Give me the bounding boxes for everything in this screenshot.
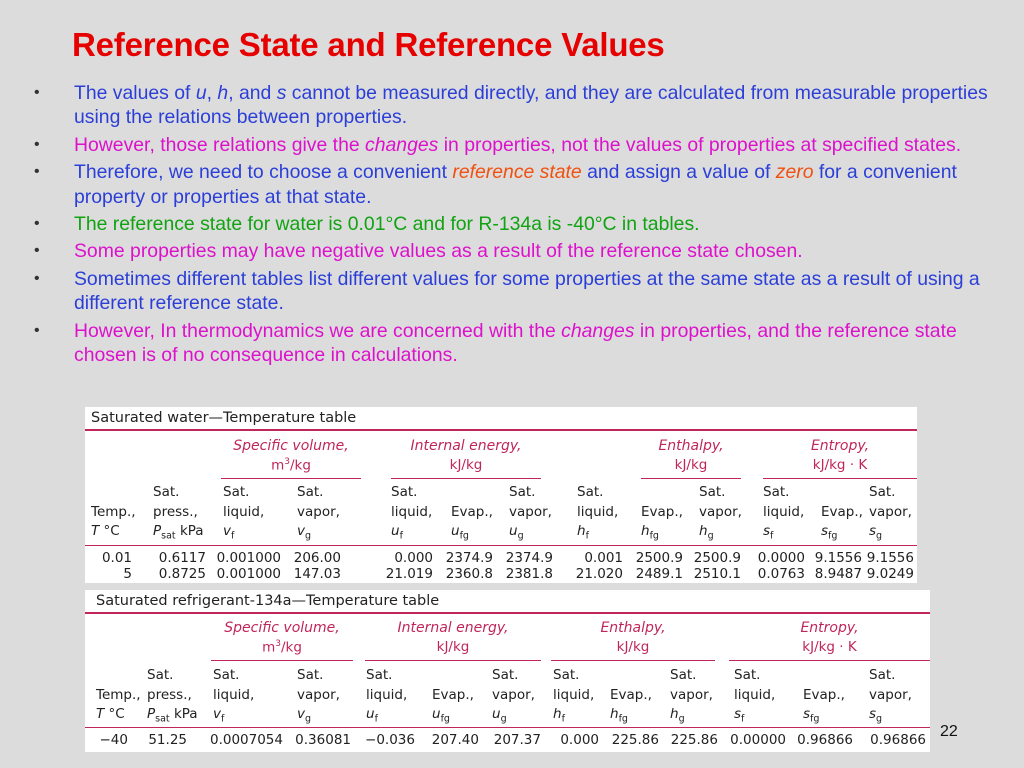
bullet-dot-icon: • <box>34 163 40 181</box>
group-underline <box>221 478 361 479</box>
table-cell: 0.001000 <box>216 550 281 566</box>
bullet-item: • The values of u, h, and s cannot be measured directly, and they are calculated from measurable properties using the relations between properties. <box>34 82 988 129</box>
group-header: Internal energy, <box>410 438 522 454</box>
group-unit: $m^3/kg$ <box>271 457 311 474</box>
group-header: Entropy, <box>810 438 870 454</box>
table-cell: 0.36081 <box>295 732 351 748</box>
table-cell: 0.00000 <box>730 732 786 748</box>
column-header: Sat. press., $P_{sat}$ kPa <box>147 667 198 725</box>
table-cell: 9.1556 <box>814 550 862 566</box>
group-unit: kJ/kg · K <box>802 639 857 655</box>
group-underline <box>365 660 541 661</box>
table-cell: −0.036 <box>365 732 415 748</box>
table-cell: 2500.9 <box>635 550 683 566</box>
group-underline <box>551 660 715 661</box>
bullet-list <box>0 81 1000 370</box>
table-cell: 0.96866 <box>797 732 853 748</box>
group-unit: kJ/kg <box>436 639 470 655</box>
group-underline <box>391 478 541 479</box>
bullet-dot-icon: • <box>34 84 40 101</box>
table-cell: 0.96866 <box>870 732 926 748</box>
top-rule <box>85 429 917 431</box>
water-table <box>85 407 917 583</box>
table-cell: 0.0007054 <box>209 732 283 748</box>
group-unit: kJ/kg <box>674 457 708 473</box>
bullet-item: • Sometimes different tables list different values for some properties at the same state as a result of using a different reference state. <box>34 267 980 315</box>
column-header: Sat. vapor, $h_g$ <box>670 667 713 725</box>
group-underline <box>729 660 930 661</box>
column-header: Sat. liquid, $u_f$ <box>366 667 408 725</box>
column-header: Sat. press., $P_{sat}$ kPa <box>153 484 204 542</box>
bullet-item: • Some properties may have negative values as a result of the reference state chosen. <box>34 240 803 263</box>
header-rule <box>85 545 917 546</box>
table-cell: −40 <box>99 732 128 748</box>
table-cell: 225.86 <box>670 732 718 748</box>
column-header: Sat. vapor, $u_g$ <box>509 484 552 542</box>
table-cell: 9.0249 <box>866 566 914 582</box>
table-cell: 0.8725 <box>158 566 206 582</box>
group-header: Specific volume, <box>224 620 340 636</box>
column-header: Sat. vapor, $v_g$ <box>297 484 340 542</box>
bullet-dot-icon: • <box>34 135 40 153</box>
table-cell: 2374.9 <box>505 550 553 566</box>
table-cell: 2500.9 <box>693 550 741 566</box>
table-cell: 225.86 <box>611 732 659 748</box>
table-cell: 0.01 <box>101 550 132 566</box>
table-cell: 21.019 <box>385 566 433 582</box>
table-cell: 147.03 <box>293 566 341 582</box>
column-header: Evap., $u_{fg}$ <box>451 503 493 542</box>
bullet-item: • However, In thermodynamics we are concerned with the changes in properties, and the reference state chosen is of no consequence in calculations. <box>34 319 957 367</box>
table-cell: 5 <box>123 566 132 582</box>
table-cell: 2489.1 <box>635 566 683 582</box>
table-cell: 206.00 <box>293 550 341 566</box>
column-header: Sat. vapor, $v_g$ <box>297 667 340 725</box>
group-unit: $m^3/kg$ <box>262 639 302 656</box>
header-rule <box>85 727 930 728</box>
group-unit: kJ/kg · K <box>812 457 868 473</box>
group-unit: kJ/kg <box>449 457 483 473</box>
top-rule <box>85 612 930 614</box>
group-header: Internal energy, <box>397 620 509 636</box>
group-unit: kJ/kg <box>616 639 650 655</box>
table-cell: 2360.8 <box>445 566 493 582</box>
table-cell: 9.1556 <box>866 550 914 566</box>
table-cell: 207.37 <box>493 732 541 748</box>
column-header: Evap., $s_{fg}$ <box>821 503 863 542</box>
group-header: Enthalpy, <box>600 620 666 636</box>
page-number: 22 <box>940 723 958 740</box>
table-cell: 2374.9 <box>445 550 493 566</box>
bullet-dot-icon: • <box>34 269 40 287</box>
table-cell: 0.6117 <box>158 550 206 566</box>
table-caption: Saturated water—Temperature table <box>91 410 357 426</box>
page-title: Reference State and Reference Values <box>72 26 665 63</box>
column-header: Sat. liquid, $v_f$ <box>223 484 265 542</box>
column-header: Sat. vapor, $h_g$ <box>699 484 742 542</box>
column-header: Temp., T °C <box>96 686 141 722</box>
table-cell: 21.020 <box>575 566 623 582</box>
r134a-table <box>85 590 930 752</box>
bullet-dot-icon: • <box>34 321 40 339</box>
group-underline <box>641 478 741 479</box>
table-cell: 0.0763 <box>757 566 805 582</box>
column-header: Sat. liquid, $s_f$ <box>734 667 776 725</box>
group-header: Entropy, <box>800 620 859 636</box>
bullet-dot-icon: • <box>34 215 40 233</box>
table-cell: 2510.1 <box>693 566 741 582</box>
column-header: Evap., $s_{fg}$ <box>803 686 845 725</box>
group-header: Enthalpy, <box>658 438 724 454</box>
group-underline <box>763 478 917 479</box>
bullet-dot-icon: • <box>34 242 40 260</box>
column-header: Sat. liquid, $h_f$ <box>577 484 619 542</box>
column-header: Sat. liquid, $u_f$ <box>391 484 433 542</box>
table-cell: 8.9487 <box>814 566 862 582</box>
table-cell: 0.000 <box>560 732 599 748</box>
column-header: Sat. liquid, $v_f$ <box>213 667 255 725</box>
column-header: Sat. vapor, $s_g$ <box>869 667 912 725</box>
bullet-item: • However, those relations give the changes in properties, not the values of properties at specified states. <box>34 133 962 156</box>
table-cell: 0.001 <box>584 550 623 566</box>
table-caption: Saturated refrigerant-134a—Temperature table <box>96 593 440 609</box>
table-cell: 0.001000 <box>216 566 281 582</box>
column-header: Evap., $h_{fg}$ <box>610 686 652 725</box>
bullet-item: • The reference state for water is 0.01°C and for R-134a is -40°C in tables. <box>34 213 700 236</box>
column-header: Sat. liquid, $h_f$ <box>553 667 595 725</box>
column-header: Evap., $u_{fg}$ <box>432 686 474 725</box>
column-header: Sat. vapor, $s_g$ <box>869 484 912 542</box>
column-header: Sat. vapor, $u_g$ <box>492 667 535 725</box>
table-cell: 2381.8 <box>505 566 553 582</box>
table-cell: 0.0000 <box>757 550 805 566</box>
column-header: Temp., T °C <box>91 503 136 539</box>
table-cell: 207.40 <box>431 732 479 748</box>
column-header: Evap., $h_{fg}$ <box>641 503 683 542</box>
table-cell: 51.25 <box>148 732 187 748</box>
group-header: Specific volume, <box>233 438 349 454</box>
group-underline <box>211 660 353 661</box>
bullet-item: • Therefore, we need to choose a convenient reference state and assign a value of zero for a convenient property or properties at that state. <box>34 161 957 208</box>
column-header: Sat. liquid, $s_f$ <box>763 484 805 542</box>
table-cell: 0.000 <box>394 550 433 566</box>
